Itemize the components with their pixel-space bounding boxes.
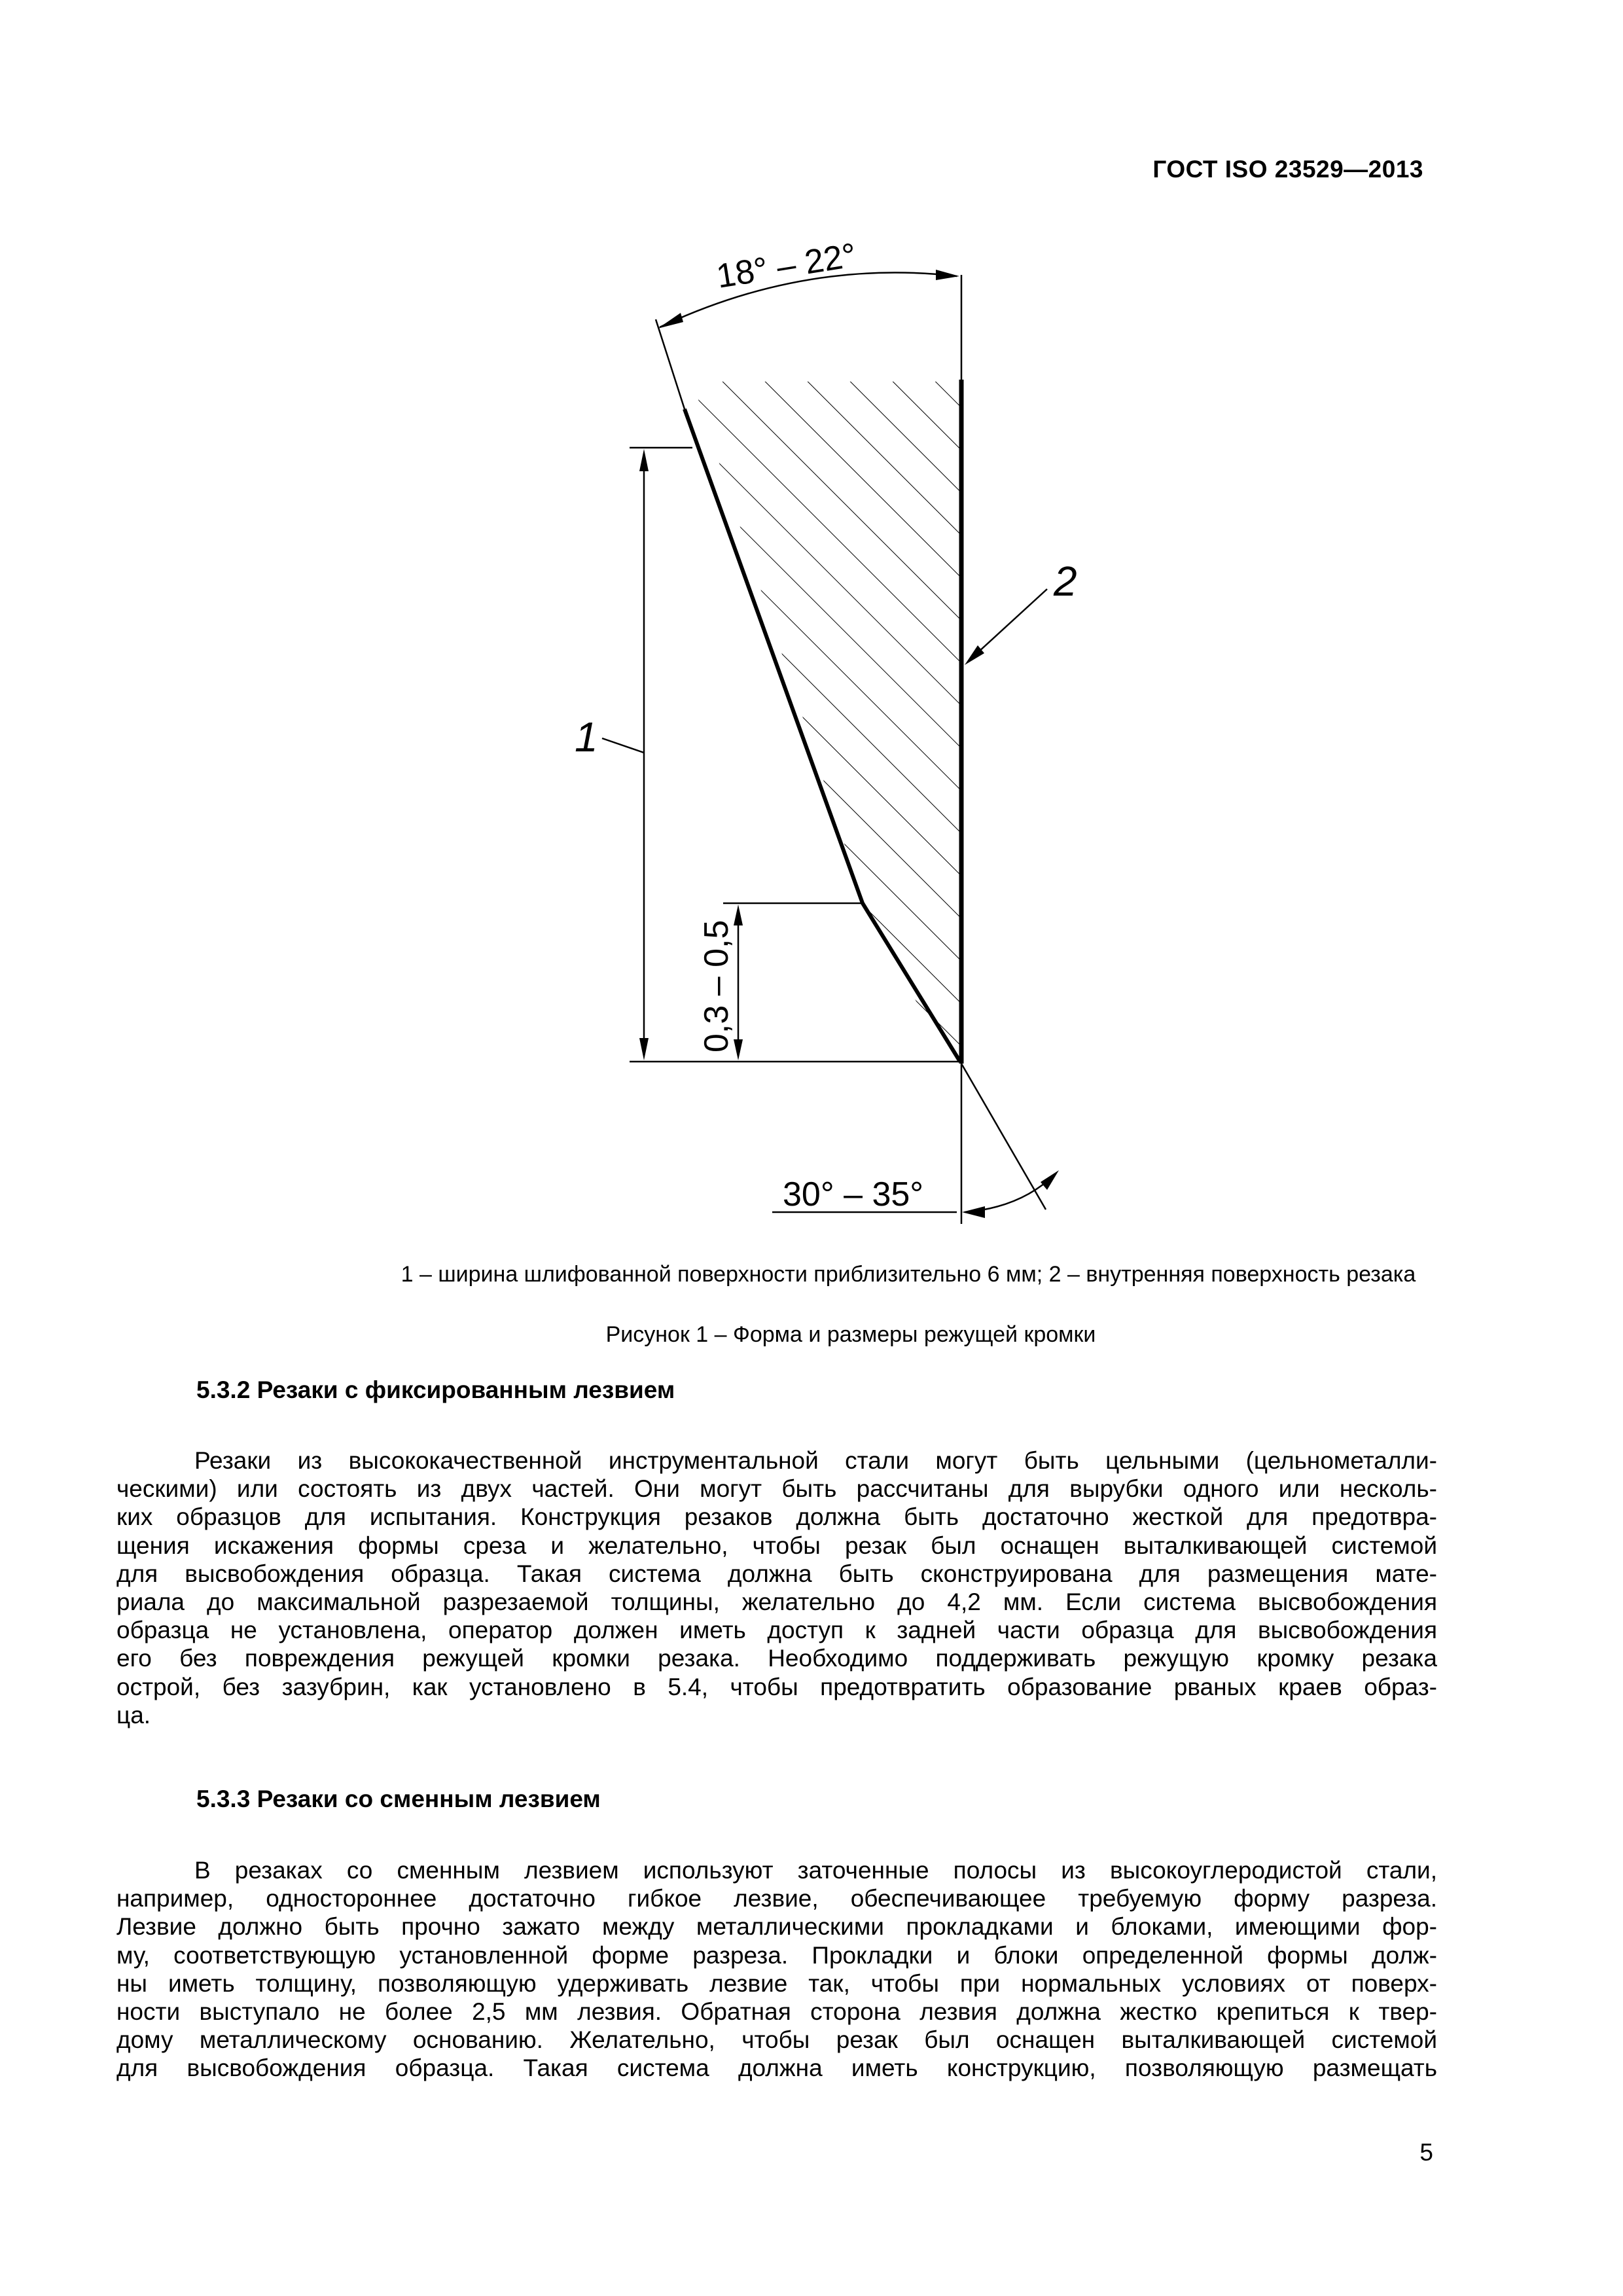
paragraph-line: му, соответствующую установленной форме разреза. Прокладки и блоки определенной формы долж-	[116, 1941, 1437, 1969]
paragraph-line: риала до максимальной разрезаемой толщины, желательно до 4,2 мм. Если система высвобождения	[116, 1588, 1437, 1615]
bottom-angle-arrow-right	[1041, 1170, 1059, 1190]
paragraph-line: образца не установлена, оператор должен иметь доступ к задней части образца для высвобождения	[116, 1617, 1437, 1644]
label-2: 2	[1054, 558, 1077, 605]
paragraph-line: В резаках со сменным лезвием используют заточенные полосы из высокоуглеродистой стали,	[194, 1857, 1437, 1884]
dim2-label: 0,3 – 0,5	[698, 920, 736, 1052]
paragraph-533	[116, 1856, 1437, 2083]
top-extension-left	[656, 319, 685, 409]
paragraph-line: острой, без зазубрин, как установлено в 5.4, чтобы предотвратить образование рваных краев образ-	[116, 1673, 1437, 1700]
paragraph-line: щения искажения формы среза и желательно, чтобы резак был оснащен выталкивающей системой	[116, 1532, 1437, 1559]
paragraph-line: его без повреждения режущей кромки резака. Необходимо поддерживать режущую кромку резака	[116, 1645, 1437, 1672]
bottom-extension-slant	[961, 1064, 1046, 1210]
paragraph-line: ны иметь толщину, позволяющую удерживать лезвие так, чтобы при нормальных условиях от поверх-	[116, 1969, 1437, 1997]
top-angle-arrow-left	[658, 313, 683, 329]
bottom-angle-arc	[965, 1174, 1055, 1212]
paragraph-532	[116, 1446, 1437, 1729]
figure-legend: 1 – ширина шлифованной поверхности приблизительно 6 мм; 2 – внутренняя поверхность резака	[401, 1262, 1416, 1287]
section-heading-532: 5.3.2 Резаки с фиксированным лезвием	[196, 1376, 675, 1403]
page-number: 5	[1419, 2139, 1433, 2166]
document-code: ГОСТ ISO 23529—2013	[1152, 156, 1423, 183]
paragraph-line: для высвобождения образца. Такая система должна иметь конструкцию, позволяющую размещать	[116, 2054, 1437, 2082]
paragraph-line: например, одностороннее достаточно гибкое лезвие, обеспечивающее требуемую форму разреза.	[116, 1885, 1437, 1912]
top-angle-label: 18° – 22°	[713, 236, 859, 296]
dim1-arrow-bottom	[639, 1038, 649, 1060]
paragraph-line: ности выступало не более 2,5 мм лезвия. Обратная сторона лезвия должна жестко крепиться к твер-	[116, 1998, 1437, 2025]
paragraph-line: ких образцов для испытания. Конструкция резаков должна быть достаточно жесткой для предотвра-	[116, 1503, 1437, 1531]
bottom-angle-arrow-left	[962, 1206, 985, 1218]
top-angle-arrow-right	[936, 270, 959, 280]
label2-leader	[970, 589, 1047, 660]
paragraph-line: для высвобождения образца. Такая система должна быть сконструирована для размещения мате-	[116, 1560, 1437, 1587]
paragraph-line: Лезвие должно быть прочно зажато между металлическими прокладками и блоками, имеющими фор-	[116, 1913, 1437, 1941]
paragraph-line: ца.	[116, 1701, 151, 1729]
label1-leader	[602, 738, 644, 753]
paragraph-line: дому металлическому основанию. Желательно, чтобы резак был оснащен выталкивающей системой	[116, 2026, 1437, 2054]
dim1-arrow-top	[639, 449, 649, 471]
label-1: 1	[575, 713, 598, 761]
section-heading-533: 5.3.3 Резаки со сменным лезвием	[196, 1785, 601, 1812]
paragraph-line: Резаки из высококачественной инструментальной стали могут быть цельными (цельнометалли-	[194, 1447, 1437, 1474]
bottom-angle-label: 30° – 35°	[783, 1175, 924, 1213]
paragraph-line: ческими) или состоять из двух частей. Они могут быть рассчитаны для вырубки одного или несколь-	[116, 1475, 1437, 1503]
figure-title: Рисунок 1 – Форма и размеры режущей кромки	[605, 1322, 1096, 1347]
